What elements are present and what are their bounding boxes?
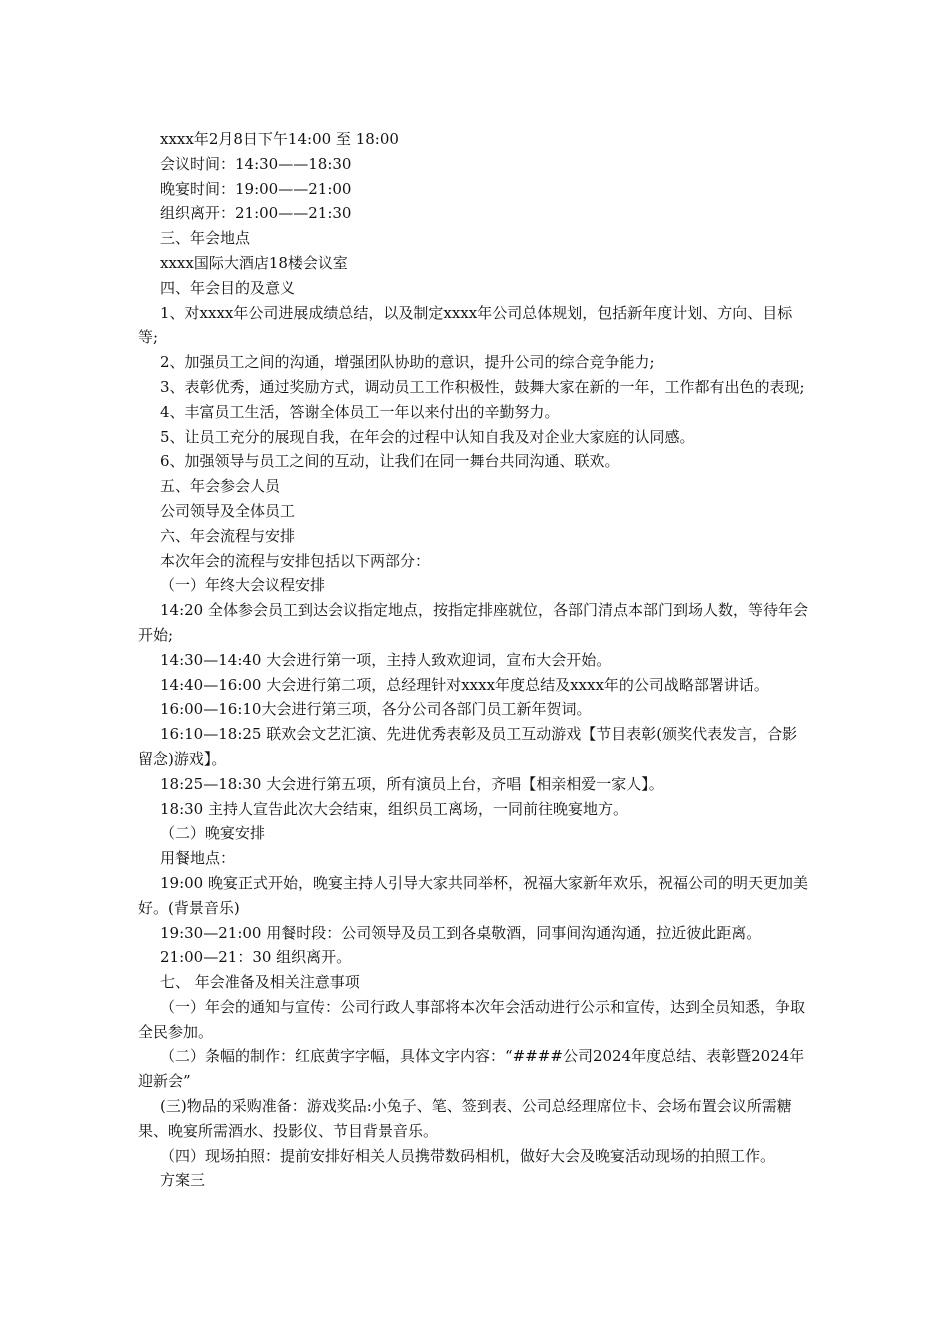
preparation-item-3: (三)物品的采购准备：游戏奖品:小兔子、笔、签到表、公司总经理席位卡、会场布置会议所需糖果、晚宴所需酒水、投影仪、节目背景音乐。 xyxy=(138,1097,792,1140)
agenda-item-1420: 14:20 全体参会员工到达会议指定地点，按指定排座就位，各部门清点本部门到场人数，等待年会开始; xyxy=(138,601,808,644)
paragraph-schedule-intro: 本次年会的流程与安排包括以下两部分： xyxy=(160,551,431,570)
purpose-item-6: 6、加强领导与员工之间的互动，让我们在同一舞台共同沟通、联欢。 xyxy=(160,452,620,471)
agenda-item-1610: 16:10—18:25 联欢会文艺汇演、先进优秀表彰及员工互动游戏【节目表彰(颁奖代表发言，合影留念)游戏】。 xyxy=(138,725,798,768)
section-heading-attendees: 五、年会参会人员 xyxy=(160,477,281,496)
preparation-item-4: （四）现场拍照：提前安排好相关人员携带数码相机，做好大会及晚宴活动现场的拍照工作。 xyxy=(160,1146,776,1165)
dinner-item-1930: 19:30—21:00 用餐时段：公司领导及员工到各桌敬酒，同事间沟通沟通，拉近彼此距离。 xyxy=(160,923,762,942)
purpose-item-1: 1、对xxxx年公司进展成绩总结，以及制定xxxx年公司总体规划，包括新年度计划、方向、目标等; xyxy=(138,303,793,347)
section-heading-purpose: 四、年会目的及意义 xyxy=(160,278,296,297)
dinner-item-1900: 19:00 晚宴正式开始，晚宴主持人引导大家共同举杯，祝福大家新年欢乐，祝福公司的明天更加美好。(背景音乐) xyxy=(138,873,808,917)
agenda-item-1440: 14:40—16:00 大会进行第二项，总经理针对xxxx年度总结及xxxx年的公司战略部署讲话。 xyxy=(160,675,769,694)
subsection-heading-meeting-agenda: （一）年终大会议程安排 xyxy=(160,576,326,595)
agenda-item-1600: 16:00—16:10大会进行第三项，各分公司各部门员工新年贺词。 xyxy=(160,700,592,719)
agenda-item-1825: 18:25—18:30 大会进行第五项，所有演员上台，齐唱【相亲相爱一家人】。 xyxy=(160,774,664,793)
paragraph-date: xxxx年2月8日下午14:00 至 18:00 xyxy=(160,130,399,148)
paragraph-plan-three: 方案三 xyxy=(160,1171,206,1190)
paragraph-dinner-time: 晚宴时间：19:00——21:00 xyxy=(160,179,352,198)
paragraph-location: xxxx国际大酒店18楼会议室 xyxy=(160,253,348,272)
purpose-item-5: 5、让员工充分的展现自我，在年会的过程中认知自我及对企业大家庭的认同感。 xyxy=(160,427,695,446)
document-body xyxy=(138,127,810,1193)
preparation-item-1: （一）年会的通知与宣传：公司行政人事部将本次年会活动进行公示和宣传，达到全员知悉，争取全民参加。 xyxy=(138,997,806,1041)
preparation-item-2: （二）条幅的制作：红底黄字字幅，具体文字内容：“####公司2024年度总结、表彰暨2024年迎新会” xyxy=(138,1047,805,1091)
section-heading-schedule: 六、年会流程与安排 xyxy=(160,526,296,545)
subsection-heading-dinner: （二）晚宴安排 xyxy=(160,824,266,843)
dinner-item-2100: 21:00—21：30 组织离开。 xyxy=(160,948,352,967)
section-heading-preparation: 七、 年会准备及相关注意事项 xyxy=(160,973,360,992)
section-heading-location: 三、年会地点 xyxy=(160,229,251,248)
paragraph-leave-time: 组织离开：21:00——21:30 xyxy=(160,204,352,223)
purpose-item-4: 4、丰富员工生活，答谢全体员工一年以来付出的辛勤努力。 xyxy=(160,402,560,421)
paragraph-attendees: 公司领导及全体员工 xyxy=(160,501,296,520)
agenda-item-1430: 14:30—14:40 大会进行第一项，主持人致欢迎词，宣布大会开始。 xyxy=(160,650,612,669)
purpose-item-2: 2、加强员工之间的沟通，增强团队协助的意识，提升公司的综合竞争能力; xyxy=(160,353,655,372)
agenda-item-1830: 18:30 主持人宣告此次大会结束，组织员工离场，一同前往晚宴地方。 xyxy=(160,799,628,818)
paragraph-meeting-time: 会议时间：14:30——18:30 xyxy=(160,154,352,173)
paragraph-dinner-venue: 用餐地点： xyxy=(160,849,236,868)
purpose-item-3: 3、表彰优秀，通过奖励方式，调动员工工作积极性，鼓舞大家在新的一年，工作都有出色的表现; xyxy=(160,377,805,396)
